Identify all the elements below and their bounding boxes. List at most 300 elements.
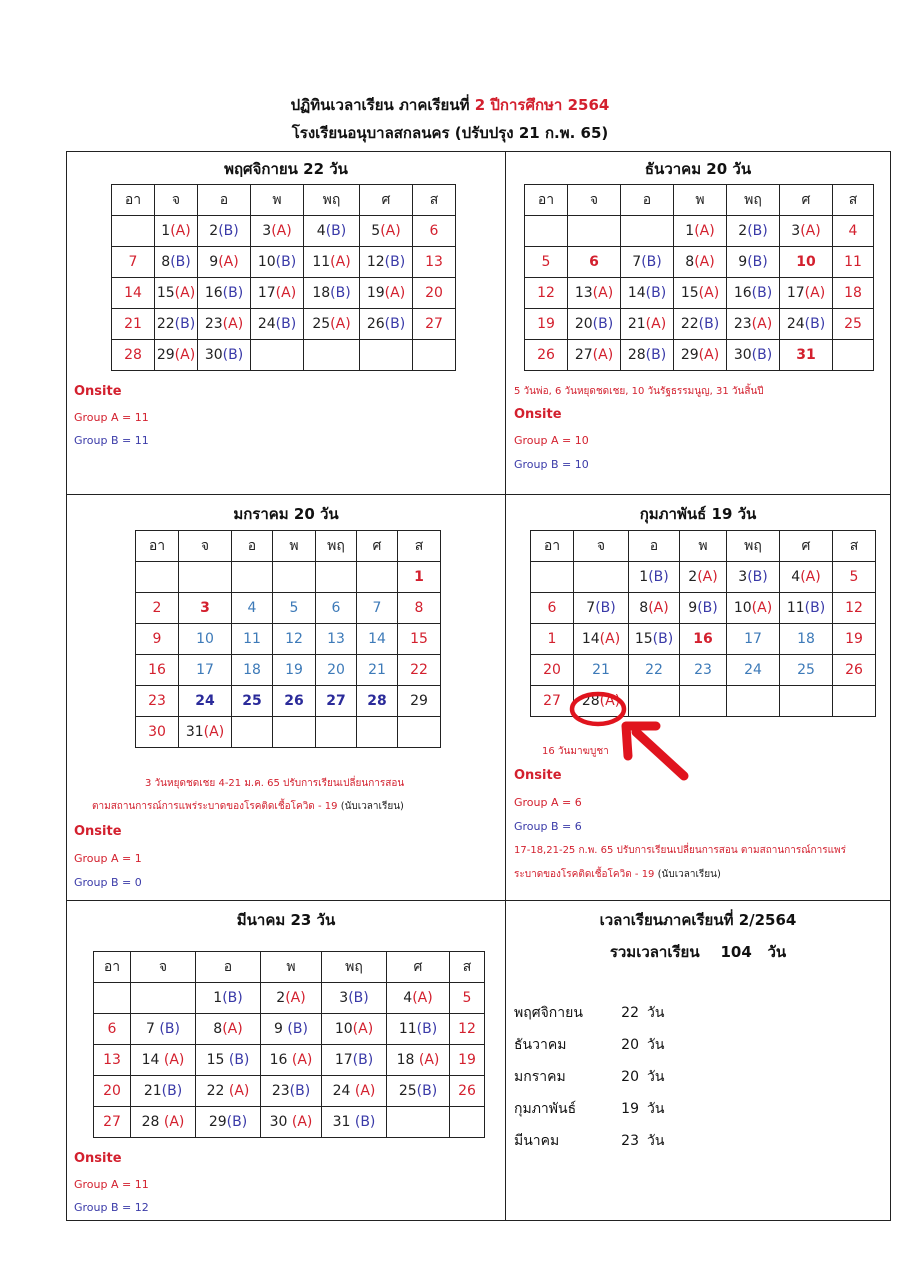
calendar-day-cell: [273, 717, 316, 748]
summary-row: [514, 1130, 664, 1152]
day-number: 9: [274, 1021, 288, 1037]
group-tag: (B): [222, 347, 244, 363]
summary-unit: วัน: [647, 1005, 665, 1021]
day-number: 3: [738, 569, 748, 585]
calendar-day-cell: [680, 562, 727, 593]
jan-note-2-tail: (นับเวลาเรียน): [340, 801, 404, 812]
calendar-day-cell: 27: [413, 309, 456, 340]
calendar-day-cell: [131, 1045, 196, 1076]
group-tag: (B): [228, 1052, 250, 1068]
calendar-day-cell: 9: [136, 624, 179, 655]
group-tag: (A): [592, 347, 614, 363]
day-number: 29: [680, 347, 699, 363]
calendar-day-cell: 21: [112, 309, 155, 340]
calendar-week-row: [136, 655, 441, 686]
calendar-day-cell: [155, 247, 198, 278]
calendar-day-cell: 20: [316, 655, 357, 686]
day-number: 1: [213, 990, 223, 1006]
calendar-day-cell: [94, 983, 131, 1014]
calendar-day-cell: 20: [94, 1076, 131, 1107]
day-number: 17: [257, 285, 276, 301]
calendar-day-cell: [568, 340, 621, 371]
calendar-day-cell: [196, 983, 261, 1014]
calendar-day-cell: 11: [232, 624, 273, 655]
weekday-header: อา: [136, 531, 179, 562]
calendar-day-cell: [155, 216, 198, 247]
day-number: 3: [791, 223, 801, 239]
calendar-day-cell: 5: [450, 983, 485, 1014]
group-tag: (A): [694, 254, 715, 270]
group-tag: (B): [645, 285, 667, 301]
day-number: 11: [312, 254, 331, 270]
calendar-day-cell: [131, 1014, 196, 1045]
group-tag: (A): [271, 223, 292, 239]
group-tag: (A): [275, 285, 297, 301]
day-number: 9: [209, 254, 219, 270]
day-number: 10: [733, 600, 752, 616]
day-number: 13: [574, 285, 593, 301]
onsite-label: Onsite: [514, 768, 562, 783]
calendar-day-cell: 19: [525, 309, 568, 340]
day-number: 3: [339, 990, 349, 1006]
calendar-day-cell: [261, 1076, 322, 1107]
summary-days: 19: [621, 1101, 639, 1117]
calendar-week-row: [112, 309, 456, 340]
group-tag: (A): [384, 285, 406, 301]
feb-note-2-text: ระบาดของโรคติดเชื้อโควิด - 19: [514, 869, 655, 880]
day-number: 18: [312, 285, 331, 301]
calendar-day-cell: 6: [94, 1014, 131, 1045]
calendar-day-cell: [316, 562, 357, 593]
group-tag: (A): [330, 254, 351, 270]
group-tag: (A): [163, 1052, 185, 1068]
weekday-header: พฤ: [727, 185, 780, 216]
group-tag: (B): [289, 1083, 311, 1099]
calendar-day-cell: 7: [112, 247, 155, 278]
day-number: 4: [316, 223, 326, 239]
group-tag: (B): [384, 254, 406, 270]
group-tag: (A): [800, 223, 821, 239]
group-tag: (B): [641, 254, 662, 270]
group-tag: (A): [330, 316, 351, 332]
group-tag: (A): [174, 347, 196, 363]
calendar-day-cell: [322, 1107, 387, 1138]
group-tag: (A): [285, 990, 306, 1006]
weekday-header: อา: [112, 185, 155, 216]
calendar-day-cell: [251, 309, 304, 340]
calendar-week-row: [136, 686, 441, 717]
calendar-day-cell: 20: [531, 655, 574, 686]
day-number: 14: [141, 1052, 164, 1068]
page-subtitle: โรงเรียนอนุบาลสกลนคร (ปรับปรุง 21 ก.พ. 65): [291, 124, 609, 142]
day-number: 12: [366, 254, 385, 270]
group-tag: (B): [697, 600, 718, 616]
calendar-day-cell: [136, 562, 179, 593]
day-number: 15: [206, 1052, 229, 1068]
calendar-day-cell: 7: [357, 593, 398, 624]
calendar-day-cell: 21: [574, 655, 629, 686]
calendar-week-row: [94, 983, 485, 1014]
day-number: 1: [639, 569, 649, 585]
calendar-day-cell: [727, 686, 780, 717]
day-number: 7: [586, 600, 596, 616]
group-tag: (B): [751, 347, 773, 363]
calendar-day-cell: [387, 1014, 450, 1045]
month-title-mar: มีนาคม 23 วัน: [236, 911, 336, 929]
calendar-day-cell: 30: [136, 717, 179, 748]
page-title: [0, 93, 900, 117]
calendar-day-cell: 13: [316, 624, 357, 655]
calendar-day-cell: 8: [398, 593, 441, 624]
summary-row: [514, 1034, 664, 1056]
calendar-week-row: [525, 309, 874, 340]
calendar-day-cell: [196, 1107, 261, 1138]
group-tag: (A): [592, 285, 614, 301]
group-tag: (B): [751, 285, 773, 301]
calendar-day-cell: [574, 624, 629, 655]
calendar-week-row: [112, 278, 456, 309]
day-number: 20: [574, 316, 593, 332]
calendar-day-cell: [155, 278, 198, 309]
group-tag: (B): [354, 1114, 376, 1130]
calendar-day-cell: [621, 278, 674, 309]
day-number: 17: [786, 285, 805, 301]
weekday-header: จ: [155, 185, 198, 216]
day-number: 23: [271, 1083, 290, 1099]
calendar-week-row: [525, 278, 874, 309]
weekday-header: อา: [525, 185, 568, 216]
group-tag: (A): [291, 1052, 313, 1068]
calendar-week-row: [112, 216, 456, 247]
day-number: 21: [627, 316, 646, 332]
calendar-day-cell: 26: [273, 686, 316, 717]
weekday-header: ศ: [357, 531, 398, 562]
weekday-header: พฤ: [727, 531, 780, 562]
calendar-day-cell: 26: [450, 1076, 485, 1107]
title-year: 2 ปีการศึกษา 2564: [474, 96, 610, 114]
group-a-count: Group A = 10: [514, 434, 589, 447]
day-number: 14: [581, 631, 600, 647]
calendar-day-cell: 22: [398, 655, 441, 686]
calendar-day-cell: [261, 1014, 322, 1045]
calendar-week-row: [136, 717, 441, 748]
day-number: 24: [257, 316, 276, 332]
calendar-day-cell: 13: [94, 1045, 131, 1076]
weekday-header: ศ: [360, 185, 413, 216]
summary-month: มีนาคม: [514, 1133, 560, 1149]
calendar-day-cell: 6: [568, 247, 621, 278]
day-number: 16: [204, 285, 223, 301]
calendar-day-cell: 27: [316, 686, 357, 717]
day-number: 31: [185, 724, 204, 740]
calendar-week-row: [531, 562, 876, 593]
group-tag: (B): [222, 285, 244, 301]
group-tag: (B): [804, 316, 826, 332]
group-tag: (B): [226, 1114, 248, 1130]
weekday-header-row: [94, 952, 485, 983]
weekday-header: อา: [531, 531, 574, 562]
group-b-count: Group B = 11: [74, 434, 149, 447]
calendar-day-cell: [360, 247, 413, 278]
feb-note-1: 17-18,21-25 ก.พ. 65 ปรับการเรียนเปลี่ยนการสอน ตามสถานการณ์การแพร่: [514, 845, 846, 856]
calendar-day-cell: [531, 562, 574, 593]
group-tag: (B): [161, 1083, 183, 1099]
calendar-day-cell: 25: [833, 309, 874, 340]
feb-holiday-note: 16 วันมาฆบูชา: [542, 746, 609, 757]
group-tag: (B): [645, 347, 667, 363]
calendar-jan: [135, 530, 441, 748]
weekday-header: ศ: [387, 952, 450, 983]
group-a-count: Group A = 6: [514, 796, 582, 809]
calendar-day-cell: [780, 686, 833, 717]
calendar-day-cell: 19: [273, 655, 316, 686]
day-number: 16: [733, 285, 752, 301]
summary-total-value: 104: [720, 943, 752, 961]
calendar-day-cell: [198, 340, 251, 371]
group-tag: (A): [751, 600, 773, 616]
calendar-day-cell: [727, 309, 780, 340]
calendar-day-cell: [261, 1045, 322, 1076]
calendar-day-cell: [387, 1107, 450, 1138]
calendar-dec: [524, 184, 874, 371]
calendar-day-cell: 22: [629, 655, 680, 686]
calendar-day-cell: [232, 717, 273, 748]
day-number: 25: [312, 316, 331, 332]
calendar-week-row: [94, 1107, 485, 1138]
month-title-dec: ธันวาคม 20 วัน: [644, 160, 752, 178]
day-number: 22: [680, 316, 699, 332]
day-number: 14: [627, 285, 646, 301]
calendar-day-cell: 13: [413, 247, 456, 278]
dec-holiday-note: 5 วันพ่อ, 6 วันหยุดชดเชย, 10 วันรัฐธรรมนูญ, 31 วันสิ้นปี: [514, 386, 764, 397]
calendar-week-row: [525, 247, 874, 278]
day-number: 10: [334, 1021, 353, 1037]
calendar-day-cell: [780, 309, 833, 340]
group-tag: (A): [418, 1052, 440, 1068]
group-tag: (A): [648, 600, 669, 616]
calendar-day-cell: [179, 717, 232, 748]
group-tag: (B): [275, 316, 297, 332]
calendar-day-cell: [674, 216, 727, 247]
group-b-count: Group B = 12: [74, 1201, 149, 1214]
feb-note-2-tail: (นับเวลาเรียน): [657, 869, 721, 880]
group-tag: (A): [222, 1021, 243, 1037]
calendar-day-cell: 14: [112, 278, 155, 309]
calendar-day-cell: [322, 983, 387, 1014]
group-tag: (A): [800, 569, 821, 585]
calendar-day-cell: 5: [525, 247, 568, 278]
day-number: 5: [371, 223, 381, 239]
day-number: 24: [786, 316, 805, 332]
day-number: 9: [738, 254, 748, 270]
calendar-day-cell: 18: [833, 278, 874, 309]
day-number: 18: [396, 1052, 419, 1068]
summary-row: [514, 1002, 664, 1024]
day-number: 16: [269, 1052, 292, 1068]
day-number: 4: [403, 990, 413, 1006]
day-number: 26: [366, 316, 385, 332]
calendar-day-cell: 17: [727, 624, 780, 655]
weekday-header: ส: [450, 952, 485, 983]
calendar-day-cell: 17: [179, 655, 232, 686]
summary-month: ธันวาคม: [514, 1037, 567, 1053]
calendar-day-cell: [357, 562, 398, 593]
group-tag: (A): [599, 631, 621, 647]
calendar-week-row: [136, 593, 441, 624]
calendar-day-cell: 6: [531, 593, 574, 624]
summary-total-unit: วัน: [767, 943, 787, 961]
calendar-day-cell: [322, 1014, 387, 1045]
day-number: 8: [161, 254, 171, 270]
calendar-day-cell: [155, 309, 198, 340]
group-tag: (B): [275, 254, 297, 270]
group-tag: (A): [412, 990, 433, 1006]
calendar-day-cell: [179, 562, 232, 593]
calendar-day-cell: 4: [232, 593, 273, 624]
calendar-week-row: [94, 1076, 485, 1107]
day-number: 2: [276, 990, 286, 1006]
weekday-header: อ: [629, 531, 680, 562]
calendar-day-cell: [360, 278, 413, 309]
weekday-header: พ: [273, 531, 316, 562]
calendar-day-cell: 12: [833, 593, 876, 624]
calendar-week-row: [94, 1045, 485, 1076]
calendar-day-cell: [273, 562, 316, 593]
calendar-day-cell: [196, 1014, 261, 1045]
calendar-day-cell: [674, 340, 727, 371]
calendar-day-cell: 12: [450, 1014, 485, 1045]
month-title-jan: มกราคม 20 วัน: [233, 505, 339, 523]
calendar-day-cell: 21: [357, 655, 398, 686]
calendar-day-cell: [780, 278, 833, 309]
summary-month: พฤศจิกายน: [514, 1005, 583, 1021]
calendar-day-cell: 19: [833, 624, 876, 655]
highlight-arrow-icon: [560, 680, 700, 790]
calendar-day-cell: [727, 278, 780, 309]
calendar-day-cell: 16: [136, 655, 179, 686]
summary-month: กุมภาพันธ์: [514, 1101, 577, 1117]
weekday-header: พฤ: [304, 185, 360, 216]
calendar-day-cell: [131, 983, 196, 1014]
weekday-header: ศ: [780, 531, 833, 562]
calendar-day-cell: [727, 340, 780, 371]
day-number: 15: [680, 285, 699, 301]
calendar-day-cell: 31: [780, 340, 833, 371]
summary-row: [514, 1066, 664, 1088]
calendar-day-cell: [780, 593, 833, 624]
calendar-day-cell: 6: [413, 216, 456, 247]
onsite-label: Onsite: [74, 824, 122, 839]
calendar-day-cell: [304, 309, 360, 340]
calendar-week-row: [531, 624, 876, 655]
day-number: 25: [398, 1083, 417, 1099]
day-number: 17: [334, 1052, 353, 1068]
group-tag: (A): [697, 569, 718, 585]
group-tag: (B): [222, 990, 243, 1006]
weekday-header: ส: [398, 531, 441, 562]
group-tag: (A): [645, 316, 667, 332]
group-tag: (B): [648, 569, 669, 585]
calendar-day-cell: [357, 717, 398, 748]
month-title-nov: พฤศจิกายน 22 วัน: [224, 160, 348, 178]
day-number: 19: [366, 285, 385, 301]
weekday-header: จ: [568, 185, 621, 216]
weekday-header: พ: [261, 952, 322, 983]
weekday-header: จ: [131, 952, 196, 983]
calendar-day-cell: [674, 278, 727, 309]
group-tag: (A): [174, 285, 196, 301]
group-tag: (B): [416, 1083, 438, 1099]
calendar-day-cell: 12: [273, 624, 316, 655]
calendar-day-cell: [629, 624, 680, 655]
summary-row: [514, 1098, 664, 1120]
group-tag: (A): [698, 285, 720, 301]
summary-total: [505, 940, 891, 964]
calendar-day-cell: [674, 247, 727, 278]
weekday-header: พฤ: [316, 531, 357, 562]
calendar-day-cell: [198, 216, 251, 247]
day-number: 11: [786, 600, 805, 616]
day-number: 30: [204, 347, 223, 363]
day-number: 7: [632, 254, 642, 270]
group-tag: (A): [222, 316, 244, 332]
calendar-day-cell: [727, 247, 780, 278]
group-tag: (A): [291, 1114, 313, 1130]
calendar-week-row: [94, 1014, 485, 1045]
summary-days: 22: [621, 1005, 639, 1021]
calendar-day-cell: 27: [94, 1107, 131, 1138]
calendar-week-row: [136, 562, 441, 593]
calendar-day-cell: [360, 340, 413, 371]
calendar-day-cell: [198, 309, 251, 340]
calendar-day-cell: 6: [316, 593, 357, 624]
calendar-day-cell: 10: [780, 247, 833, 278]
day-number: 4: [791, 569, 801, 585]
calendar-nov: [111, 184, 456, 371]
group-tag: (A): [354, 1083, 376, 1099]
day-number: 29: [208, 1114, 227, 1130]
day-number: 15: [634, 631, 653, 647]
calendar-day-cell: [155, 340, 198, 371]
weekday-header: อ: [232, 531, 273, 562]
calendar-day-cell: [304, 216, 360, 247]
arrow-shaft: [636, 732, 684, 776]
calendar-day-cell: 26: [833, 655, 876, 686]
feb-note-2: [514, 867, 721, 882]
calendar-day-cell: [833, 686, 876, 717]
day-number: 28: [627, 347, 646, 363]
day-number: 30: [733, 347, 752, 363]
weekday-header: จ: [179, 531, 232, 562]
calendar-day-cell: [727, 593, 780, 624]
group-tag: (B): [804, 600, 826, 616]
calendar-day-cell: [629, 562, 680, 593]
day-number: 21: [143, 1083, 162, 1099]
calendar-day-cell: [360, 216, 413, 247]
group-tag: (A): [170, 223, 191, 239]
group-tag: (A): [163, 1114, 185, 1130]
calendar-day-cell: 26: [525, 340, 568, 371]
day-number: 2: [688, 569, 698, 585]
row-divider-1: [66, 494, 891, 495]
day-number: 23: [204, 316, 223, 332]
day-number: 22: [156, 316, 175, 332]
center-divider: [505, 151, 506, 1221]
calendar-day-cell: [680, 593, 727, 624]
weekday-header: พ: [251, 185, 304, 216]
calendar-day-cell: 18: [232, 655, 273, 686]
calendar-day-cell: [316, 717, 357, 748]
